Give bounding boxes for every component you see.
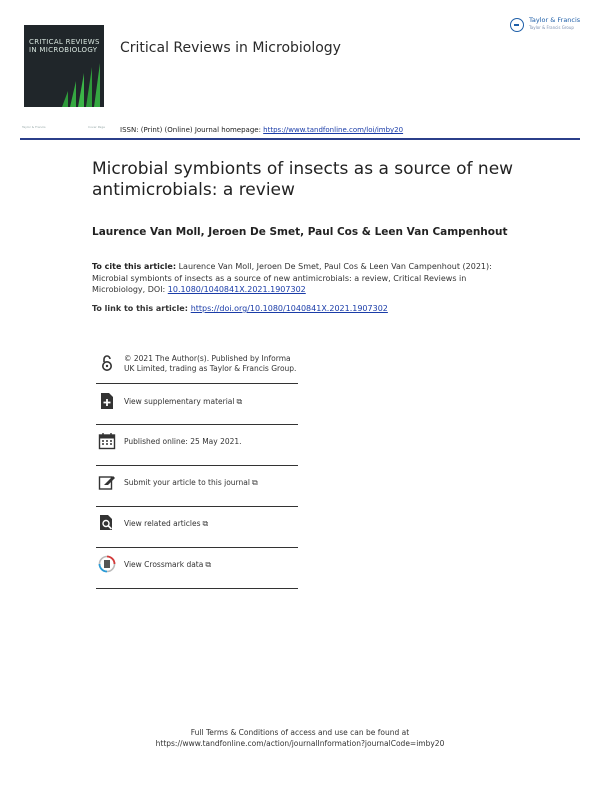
journal-homepage-link[interactable]: https://www.tandfonline.com/loi/imby20 xyxy=(263,126,404,134)
divider xyxy=(96,465,298,466)
calendar-icon xyxy=(98,432,116,450)
copyright-text: © 2021 The Author(s). Published by Informa UK Limited, trading as Taylor & Francis Group. xyxy=(124,354,297,373)
divider xyxy=(96,588,298,589)
doi-link[interactable]: 10.1080/1040841X.2021.1907302 xyxy=(167,285,306,294)
issn-line xyxy=(120,126,403,134)
cover-caption-right: Cover Page xyxy=(88,125,106,129)
supplementary-icon xyxy=(98,392,116,410)
external-link-icon: ⧉ xyxy=(202,519,209,528)
journal-name: Critical Reviews in Microbiology xyxy=(120,40,341,56)
crossmark-item[interactable] xyxy=(96,555,298,589)
open-access-item xyxy=(96,354,298,384)
header-divider xyxy=(20,138,580,140)
related-articles-link[interactable]: View related articles ⧉ xyxy=(124,519,209,528)
divider xyxy=(96,383,298,384)
citation-block xyxy=(92,261,512,296)
cover-caption-left: Taylor & Francis xyxy=(22,125,46,129)
crossmark-link[interactable]: View Crossmark data ⧉ xyxy=(124,560,212,569)
divider xyxy=(96,424,298,425)
cover-graphic xyxy=(60,61,104,107)
divider xyxy=(96,547,298,548)
cover-title: CRITICAL REVIEWS IN MICROBIOLOGY xyxy=(29,38,100,54)
link-label: To link to this article: xyxy=(92,304,191,313)
supplementary-link[interactable]: View supplementary material ⧉ xyxy=(124,397,243,406)
citation-label: To cite this article: xyxy=(92,262,177,271)
footer xyxy=(0,727,600,749)
related-articles-item[interactable] xyxy=(96,514,298,548)
submit-icon xyxy=(98,473,116,491)
submit-item[interactable] xyxy=(96,473,298,507)
supplementary-item[interactable] xyxy=(96,392,298,426)
publisher-tagline: Taylor & Francis Group xyxy=(529,25,574,30)
external-link-icon: ⧉ xyxy=(236,397,243,406)
published-date: Published online: 25 May 2021. xyxy=(124,437,242,446)
submit-link[interactable]: Submit your article to this journal ⧉ xyxy=(124,478,258,487)
journal-cover xyxy=(24,25,104,107)
crossmark-icon xyxy=(98,555,116,573)
external-link-icon: ⧉ xyxy=(251,478,258,487)
article-authors: Laurence Van Moll, Jeroen De Smet, Paul Cos & Leen Van Campenhout xyxy=(92,226,508,238)
article-title: Microbial symbionts of insects as a source of new antimicrobials: a review xyxy=(92,159,514,200)
open-access-icon xyxy=(98,354,116,372)
link-to-article xyxy=(92,304,388,313)
footer-url[interactable]: https://www.tandfonline.com/action/journalInformation?journalCode=imby20 xyxy=(155,739,445,748)
article-url-link[interactable]: https://doi.org/10.1080/1040841X.2021.1907302 xyxy=(190,304,388,313)
related-articles-icon xyxy=(98,514,116,532)
footer-terms: Full Terms & Conditions of access and use can be found at xyxy=(190,728,410,737)
divider xyxy=(96,506,298,507)
publisher-logo[interactable] xyxy=(510,16,582,36)
external-link-icon: ⧉ xyxy=(205,560,212,569)
taylor-francis-logo-icon xyxy=(510,18,524,32)
published-item xyxy=(96,432,298,466)
publisher-name: Taylor & Francis xyxy=(529,16,581,24)
citation-text: Laurence Van Moll, Jeroen De Smet, Paul Cos & Leen Van Campenhout (2021): Microbial symbionts of insects as a source of new antimicrobials: a review, Critical Reviews in Microbiology, DOI: xyxy=(92,262,492,294)
issn-text: ISSN: (Print) (Online) Journal homepage: xyxy=(120,126,264,134)
